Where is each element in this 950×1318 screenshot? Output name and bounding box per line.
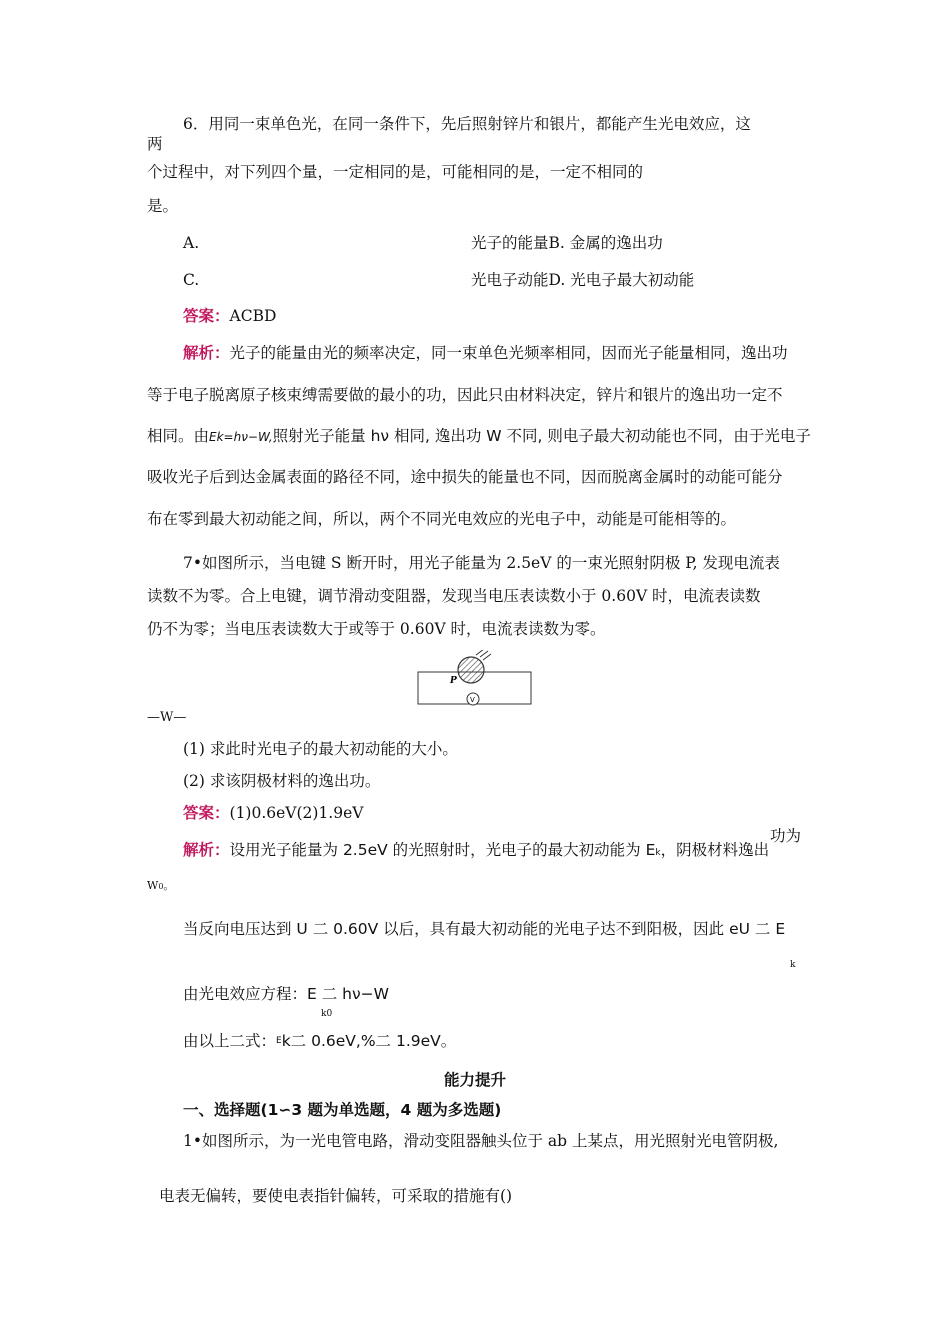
section-q1-line1: 1•如图所示，为一光电管电路，滑动变阻器触头位于 ab 上某点，用光照射光电管阴极, bbox=[183, 1132, 779, 1150]
q6-option-a-letter: A. bbox=[183, 234, 200, 252]
analysis-text: ，阴极材料逸出 bbox=[660, 841, 770, 859]
q6-option-c-letter: C. bbox=[183, 271, 200, 289]
voltmeter-label: V bbox=[470, 696, 475, 704]
analysis-text: 由以上二式： bbox=[183, 1032, 277, 1050]
phototube-icon bbox=[458, 657, 484, 683]
light-ray bbox=[483, 654, 491, 660]
superscript: E bbox=[276, 1036, 282, 1046]
q6-analysis-line5: 布在零到最大初动能之间，所以，两个不同光电效应的光电子中，动能是可能相等的。 bbox=[147, 510, 737, 528]
q6-analysis-line2: 等于电子脱离原子核束缚需要做的最小的功，因此只由材料决定，锌片和银片的逸出功一定不 bbox=[147, 386, 783, 404]
section-q1-line2: 电表无偏转，要使电表指针偏转，可采取的措施有() bbox=[159, 1187, 513, 1205]
q7-answer bbox=[183, 803, 363, 823]
q7-line-c bbox=[183, 1031, 456, 1051]
answer-label: 答案： bbox=[183, 307, 230, 325]
analysis-text: k二 0.6eV,%二 1.9eV。 bbox=[281, 1032, 457, 1050]
q6-analysis-line1 bbox=[183, 343, 788, 363]
q7-line-b-sub: k0 bbox=[321, 1009, 333, 1019]
q6-analysis-line3 bbox=[147, 426, 811, 447]
analysis-label: 解析： bbox=[183, 841, 230, 859]
subscript: k bbox=[655, 848, 661, 858]
answer-value: (1)0.6eV(2)1.9eV bbox=[229, 804, 364, 822]
analysis-text: 。 bbox=[163, 879, 175, 892]
q6-line1-wrap: 两 bbox=[147, 135, 163, 153]
light-ray bbox=[476, 650, 484, 655]
q7-sub1: (1) 求此时光电子的最大初动能的大小。 bbox=[183, 740, 458, 758]
q7-line3: 仍不为零；当电压表读数大于或等于 0.60V 时，电流表读数为零。 bbox=[147, 620, 606, 638]
analysis-text: W bbox=[147, 879, 159, 892]
analysis-text: 照射光子能量 hν 相同, 逸出功 W 不同, 则电子最大初动能也不同，由于光电子 bbox=[272, 427, 811, 445]
answer-label: 答案： bbox=[183, 804, 230, 822]
q7-line1: 7•如图所示，当电键 S 断开时，用光子能量为 2.5eV 的一束光照射阴极 P, 发现电流表 bbox=[183, 554, 780, 572]
analysis-formula: Ek=hν−W, bbox=[209, 430, 273, 444]
q7-analysis-line2 bbox=[147, 876, 174, 897]
q7-line2: 读数不为零。合上电键，调节滑动变阻器，发现当电压表读数小于 0.60V 时，电流表读数 bbox=[147, 587, 761, 605]
answer-value: ACBD bbox=[229, 307, 277, 325]
analysis-text: 光子的能量由光的频率决定，同一束单色光频率相同，因而光子能量相同，逸出功 bbox=[229, 344, 788, 362]
analysis-text: 设用光子能量为 2.5eV 的光照射时，光电子的最大初动能为 E bbox=[229, 841, 656, 859]
figure-caption: —W— bbox=[147, 710, 187, 725]
subscript: 0 bbox=[158, 882, 164, 891]
light-ray bbox=[480, 651, 488, 657]
q6-line2: 个过程中，对下列四个量，一定相同的是，可能相同的是，一定不相同的 bbox=[147, 163, 644, 181]
q7-analysis-raised: 功为 bbox=[770, 827, 802, 845]
cathode-label: P bbox=[450, 676, 457, 686]
q6-line1: 6．用同一束单色光，在同一条件下，先后照射锌片和银片，都能产生光电效应，这 bbox=[183, 115, 751, 133]
section-title: 能力提升 bbox=[443, 1071, 506, 1089]
q7-line-a-sub: k bbox=[790, 960, 796, 970]
photoelectric-circuit-figure bbox=[414, 650, 536, 710]
q7-line-b: 由光电效应方程：E 二 hν−W bbox=[183, 985, 389, 1003]
analysis-text: 相同。由 bbox=[147, 427, 210, 445]
q6-option-c-text: 光电子动能D. 光电子最大初动能 bbox=[471, 271, 695, 289]
q7-line-a: 当反向电压达到 U 二 0.60V 以后，具有最大初动能的光电子达不到阳极，因此 eU 二 E bbox=[183, 920, 786, 938]
q7-sub2: (2) 求该阴极材料的逸出功。 bbox=[183, 772, 381, 790]
q7-analysis-line1 bbox=[183, 840, 769, 863]
q6-analysis-line4: 吸收光子后到达金属表面的路径不同，途中损失的能量也不同，因而脱离金属时的动能可能分 bbox=[147, 468, 783, 486]
q6-answer bbox=[183, 306, 276, 326]
analysis-label: 解析： bbox=[183, 344, 230, 362]
q6-line3: 是。 bbox=[147, 197, 179, 215]
q6-option-a-text: 光子的能量B. 金属的逸出功 bbox=[471, 234, 663, 252]
section-heading: 一、选择题(1∽3 题为单选题，4 题为多选题) bbox=[183, 1101, 502, 1119]
